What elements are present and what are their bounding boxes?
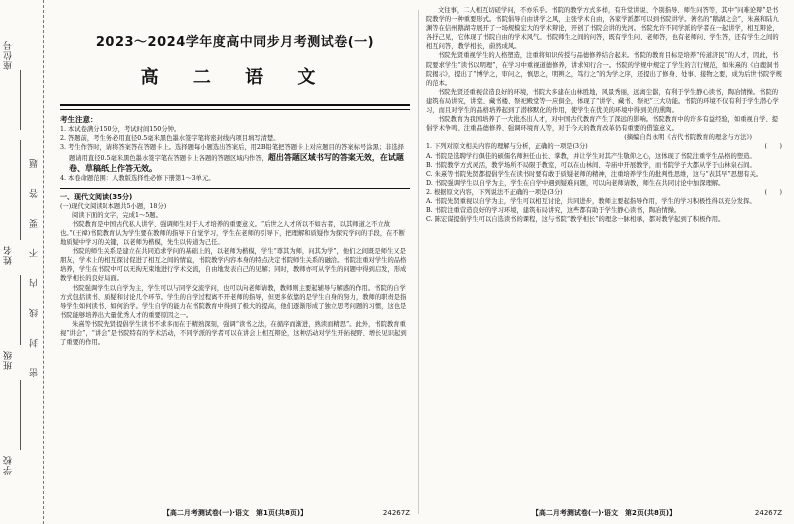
passage-paragraph: 书院的师生关系是建立在共同追求学问的基础上的，以老师为楷模，学生“尊其为师，问其为学”，他们之间既是师生又是朋友，学术上的相互探讨促进了相互之间的情谊，书院教学内容本身的特点决定书院师生关系的融洽。书院注重对学生的品格培养，学生在书院中可以无拘无束地进行学术交流，自由地发表自己的见解；同时，教师亦可从学生的问题中得到启发，形成教学相长的良好局面。 [60,248,407,283]
passage-paragraph: 书院强调学生以自学为主，学生可以与同学交流学问，也可以向老师请教，教师则主要起辅导与解惑的作用。书院的自学方式包括读书、质疑和讨论几个环节。学生的自学过程离不开老师的指导，但更多依靠的是学生自身的努力，教师的职责是指导学生如何读书、如何治学。学生自学的能力在书院教育中得到了极大的提高，他们逐渐形成了独立思考问题的习惯，这也是书院能够培养出大量优秀人才的重要原因之一。 [60,284,407,319]
option-a: A. 书院先贤重视以自学为主，学生可以相互讨论，共同进步，教师主要起指导作用，学生的学习积极性得以充分发挥。 [426,197,756,205]
notice-box [60,109,410,189]
subject-title: 高 二 语 文 [140,67,330,88]
subsection-title: (一)现代文阅读Ⅰ(本题共5小题，18分) [60,202,167,210]
page-divider [418,10,419,514]
option-b: B. 书院教学方式灵活，教学场所不局限于教室，可以在山林间、寺庙中开展教学，而书院学子大都从学于山林泉石间。 [426,161,756,169]
question-2 [426,188,782,224]
footer-page-label: 【高二月考测试卷(一)·语文 第1页(共8页)】 [162,509,308,517]
section-title: 一、现代文阅读(35分) [60,192,133,201]
notice-item: 4. 本卷命题范围：人教版选择性必修下册第1～3单元。 [60,175,215,183]
answer-paren[interactable]: ( ) [764,188,782,196]
passage-paragraph: 朱熹等书院先贤提倡学生读书不求多而在于精熟深刻，强调“读书之法，在循序而渐进，熟读而精思”。此外，书院教育重视“讲会”，“讲会”是书院特有的学术活动，不同学派的学者可以在讲会上相互辩论，这种活动对学生开拓视野、增长见识起到了重要的作用。 [60,320,407,347]
footer-code: 24267Z [382,509,410,517]
passage-paragraph: 书院先贤还重视营造良好的环境，书院大多建在山林胜地，风景秀丽，远离尘嚣，有利于学生静心读书，陶冶情操。书院的建筑布局讲究，讲堂、藏书楼、祭祀殿堂等一应俱全，体现了“讲学、藏书、祭祀”三大功能。书院的环境不仅有利于学生潜心学习，而且对学生的品格培养起到了潜移默化的作用，使学生在优美的环境中得到美的熏陶。 [426,88,779,115]
passage-source: (摘编自肖永明《古代书院教育的理念与方法》) [624,134,752,142]
notice-item [60,143,410,174]
option-a: A. 书院是选聘学行俱佳的硕儒名师担任山长、掌教，并让学生对其产生敬仰之心，这体现了书院注重学生品格的塑造。 [426,152,756,160]
instruction: 阅读下面的文字，完成1～5题。 [72,211,162,219]
question-stem: 2. 根据原文内容，下列说法不正确的一项是(3分) [426,188,563,196]
school-blank[interactable] [20,380,21,450]
passage-paragraph: 书院教育为我国培养了一大批杰出人才，对中国古代教育产生了深远的影响。书院教育中的许多有益经验，如重视自学、提倡学术争鸣、注重品德修养、强调环境育人等，对于今天的教育改革仍有重要的借鉴意义。 [426,116,779,133]
option-c: C. 陈宏谋提倡学生可以自选读书的课程，这与书院“教学相长”的理念一脉相承，都对教学起到了积极作用。 [426,216,725,224]
notice-item-text: 3. 考生作答时，请将答案答在答题卡上。选择题每小题选出答案后，用2B铅笔把答题卡上对应题目的答案标号涂黑；非选择题请用直径0.5毫米黑色墨水签字笔在答题卡上各题的答题区域内作答， [60,144,405,163]
question-1 [426,142,782,187]
footer-code: 24267Z [754,509,782,517]
seat-blank[interactable] [20,70,21,130]
passage-paragraph: 书院先贤重视学生的人格塑造，注重将知识传授与品德修养结合起来。书院的教育目标是培养“传道济民”的人才，因此，书院要求学生“读书以明理”，在学习中重视道德修养，讲求知行合一。书院的学规中规定了学生的言行规范，如朱熹的《白鹿洞书院揭示》，提出了“博学之，审问之，慎思之，明辨之，笃行之”的为学之序，还提出了修身、处事、接物之要，成为后世书院学规的范本。 [426,52,782,87]
school-label: 学校 [4,455,14,475]
notice-bold-warning: 超出答题区域书写的答案无效，在试题卷、草稿纸上作答无效。 [69,153,404,174]
class-label: 班级 [4,350,14,370]
exam-title: 2023～2024学年度高中同步月考测试卷(一) [95,35,375,50]
passage-paragraph: 文往事，二人相互切磋学问，不亦乐乎。书院的教学方式多样，有升堂讲说、个别指导、师生问答等，其中“问难论辩”是书院教学的一种重要形式。书院倡导自由讲学之风，主张学术自由，各家学派都可以到书院讲学。著名的“鹅湖之会”，朱熹和陆九渊等在信州鹅湖寺展开了一场规模宏大的学术辩论，开创了书院会讲的先河。书院允许不同学派的学者在一起讲学，相互辩论，各抒己见，它体现了书院自由的学术风气。书院师生之间的问答，既有学生问、老师答，也有老师问、学生答，还有学生之间的相互问答，教学相长，蔚然成风。 [426,7,779,51]
name-blank[interactable] [20,140,21,240]
page-footer [426,508,782,518]
name-label: 姓名 [4,245,14,265]
answer-paren[interactable]: ( ) [764,143,782,151]
notice-item: 2. 答题前，考生务必用直径0.5毫米黑色墨水签字笔将密封线内项目填写清楚。 [60,135,280,143]
notice-title: 考生注意： [60,115,98,124]
page-1 [60,6,410,518]
binding-margin [0,0,44,524]
seal-line-text: 密 封 线 内 不 要 答 题 [30,150,40,378]
footer-page-label: 【高二月考测试卷(一)·语文 第2页(共8页)】 [531,509,677,517]
option-d: D. 书院强调学生以自学为主，学生在自学中遇到疑难问题，可以向老师请教，师生在共同讨论中加深理解。 [426,179,725,187]
page-footer [60,508,410,518]
option-c: C. 朱熹等书院先贤都提倡学生在读书时要有敢于质疑老师的精神，注重培养学生的批判性思维，这与“表其早”思想有关。 [426,170,763,178]
notice-item: 1. 本试卷满分150分，考试时间150分钟。 [60,126,181,133]
option-b: B. 书院注重营造良好的学习环境，建筑布局讲究，这些都有助于学生静心读书，陶冶情操。 [426,207,681,215]
seat-label: 座位号 [4,40,14,70]
class-blank[interactable] [20,275,21,345]
question-stem: 1. 下列对原文相关内容的理解与分析，正确的一项是(3分) [426,143,588,151]
passage-paragraph: 书院教育是中国古代私人讲学、强调师生对于人才培养的重要意义。“后世之人才所以不如古者，以其师道之不立故也。”(王禕)书院教育认为学生要在教师的指导下自觉学习，学生在老师的引导下，把理解和质疑作为探究学问的手段，在不断地质疑中学习的关键，以老师为楷模，先生以传道为己任。 [60,220,406,247]
title-rule [60,104,410,106]
page-2 [426,6,782,518]
